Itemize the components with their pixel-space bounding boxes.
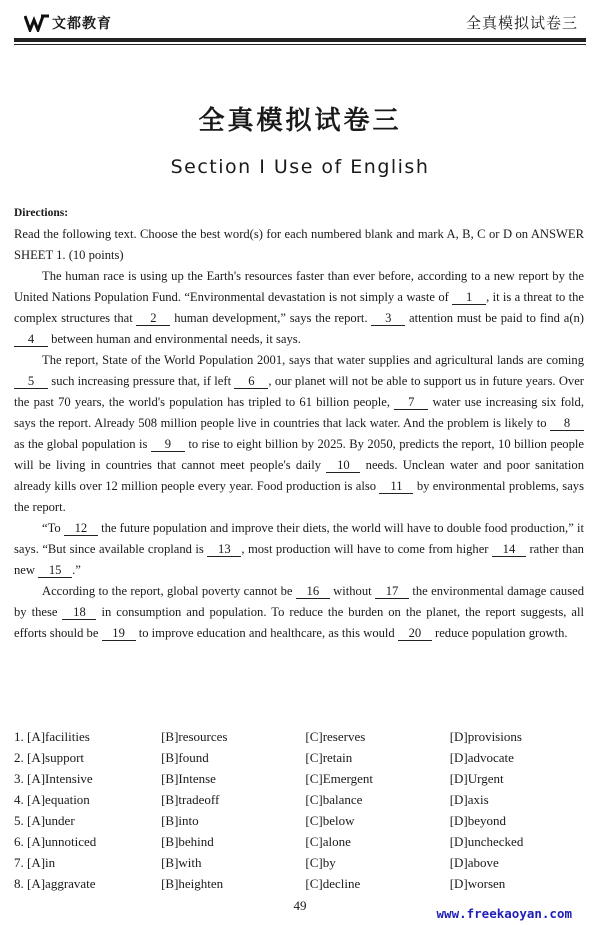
passage-text: by environmental problems, says the report.	[14, 479, 584, 514]
option-choice: [D]advocate	[449, 750, 514, 765]
option-row	[14, 768, 594, 789]
passage-text: such increasing pressure that, if left	[48, 374, 235, 388]
passage-text: , our planet will not be able to support us in future years. Over the past 70 years, the world's population has tripled to 61 billion people,	[14, 374, 584, 409]
option-choice: [C]reserves	[305, 729, 366, 744]
option-choice: [B]heighten	[161, 876, 224, 891]
passage-text: rather than new	[14, 542, 584, 577]
blank-4: 4	[14, 332, 48, 347]
option-choice: 6. [A]unnoticed	[14, 834, 97, 849]
page-title: 全真模拟试卷三	[198, 106, 402, 136]
passage-text: in consumption and population. To reduce the burden on the planet, the report suggests, all efforts should be	[14, 605, 584, 640]
blank-6: 6	[234, 374, 268, 389]
option-choice: [C]retain	[305, 750, 353, 765]
passage-text: “To	[42, 521, 64, 535]
page-number: 49	[293, 898, 307, 913]
header-divider-thick	[14, 38, 586, 42]
option-choice: [C]below	[305, 813, 355, 828]
blank-19: 19	[102, 626, 136, 641]
passage-text: , it is a threat to the complex structures that	[14, 290, 584, 325]
option-choice: [D]worsen	[449, 876, 506, 891]
option-choice: [B]resources	[161, 729, 228, 744]
blank-10: 10	[326, 458, 360, 473]
passage-text: to rise to eight billion by 2025. By 2050, predicts the report, 10 billion people will be living in countries that cannot meet people's daily	[14, 437, 584, 472]
passage-text: attention must be paid to find a(n)	[405, 311, 585, 325]
blank-16: 16	[296, 584, 330, 599]
option-choice: [C]by	[305, 855, 336, 870]
passage-text: the future population and improve their diets, the world will have to double food production,” it says. “But since available cropland is	[14, 521, 584, 556]
option-choice: [B]Intense	[161, 771, 216, 786]
passage-text: According to the report, global poverty cannot be	[42, 584, 296, 598]
header-divider-thin	[14, 44, 586, 45]
page-header	[0, 0, 600, 46]
directions-label: Directions:	[14, 207, 69, 219]
blank-17: 17	[375, 584, 409, 599]
option-choice: [B]behind	[161, 834, 214, 849]
option-choice: 4. [A]equation	[14, 792, 90, 807]
option-row	[14, 789, 594, 810]
passage-paragraph	[14, 350, 584, 518]
passage-text: water use increasing six fold, says the report. Already 508 million people live in countries that lack water. And the problem is likely to	[14, 395, 585, 430]
passage-text: human development,” says the report.	[170, 311, 372, 325]
option-choice: 7. [A]in	[14, 855, 56, 870]
passage-text: The report, State of the World Population 2001, says that water supplies and agricultural lands are coming	[42, 353, 584, 367]
option-choice: [D]Urgent	[449, 771, 504, 786]
passage-text: as the global population is	[14, 437, 151, 451]
blank-13: 13	[207, 542, 241, 557]
brand-name: 文都教育	[52, 16, 112, 32]
blank-15: 15	[38, 563, 72, 578]
passage-paragraphs	[14, 266, 584, 644]
option-choice: [D]above	[449, 855, 499, 870]
blank-3: 3	[371, 311, 405, 326]
blank-5: 5	[14, 374, 48, 389]
answer-options	[14, 726, 594, 894]
option-choice: [D]axis	[449, 792, 489, 807]
passage-text: to improve education and healthcare, as this would	[135, 626, 398, 640]
option-choice: [D]provisions	[449, 729, 522, 744]
passage-paragraph	[14, 518, 584, 581]
option-choice: 5. [A]under	[14, 813, 75, 828]
option-choice: [C]balance	[305, 792, 363, 807]
option-choice: [C]alone	[305, 834, 351, 849]
wendu-logo-icon	[24, 14, 50, 32]
option-choice: 3. [A]Intensive	[14, 771, 93, 786]
option-row	[14, 852, 594, 873]
blank-7: 7	[394, 395, 428, 410]
option-choice: [B]found	[161, 750, 209, 765]
option-choice: [D]beyond	[449, 813, 507, 828]
option-choice: [D]unchecked	[449, 834, 524, 849]
passage-text: needs. Unclean water and poor sanitation already kills over 12 million people every year. Food production is also	[14, 458, 584, 493]
passage-text: between human and environmental needs, it says.	[48, 332, 301, 346]
option-row	[14, 726, 594, 747]
passage-paragraph	[14, 266, 584, 350]
blank-14: 14	[492, 542, 526, 557]
passage-text: without	[329, 584, 376, 598]
header-title: 全真模拟试卷三	[465, 14, 578, 32]
brand-logo	[24, 13, 112, 33]
blank-12: 12	[64, 521, 98, 536]
blank-8: 8	[550, 416, 584, 431]
option-row	[14, 747, 594, 768]
passage-text: , most production will have to come from higher	[241, 542, 492, 556]
passage-text: The human race is using up the Earth's resources faster than ever before, according to a new report by the United Nations Population Fund. “Environmental devastation is not simply a waste of	[14, 269, 584, 304]
option-choice: [B]into	[161, 813, 199, 828]
passage-text: reduce population growth.	[431, 626, 568, 640]
blank-9: 9	[151, 437, 185, 452]
blank-18: 18	[62, 605, 96, 620]
blank-2: 2	[136, 311, 170, 326]
option-choice: 2. [A]support	[14, 750, 85, 765]
passage-text: the environmental damage caused by these	[14, 584, 584, 619]
option-choice: [C]decline	[305, 876, 361, 891]
section-title: Section I Use of English	[170, 156, 430, 178]
option-choice: [B]tradeoff	[161, 792, 220, 807]
option-choice: [C]Emergent	[305, 771, 374, 786]
option-row	[14, 873, 594, 894]
option-row	[14, 810, 594, 831]
option-choice: [B]with	[161, 855, 202, 870]
passage	[14, 202, 584, 644]
blank-20: 20	[398, 626, 432, 641]
option-choice: 1. [A]facilities	[14, 729, 90, 744]
passage-paragraph	[14, 581, 584, 644]
footer-link[interactable]: www.freekaoyan.com	[436, 906, 572, 921]
option-row	[14, 831, 594, 852]
option-choice: 8. [A]aggravate	[14, 876, 96, 891]
blank-1: 1	[452, 290, 486, 305]
passage-text: .”	[72, 563, 81, 577]
blank-11: 11	[379, 479, 413, 494]
directions-text: Read the following text. Choose the best word(s) for each numbered blank and mark A, B, C or D on ANSWER SHEET 1. (10 points)	[14, 227, 584, 262]
